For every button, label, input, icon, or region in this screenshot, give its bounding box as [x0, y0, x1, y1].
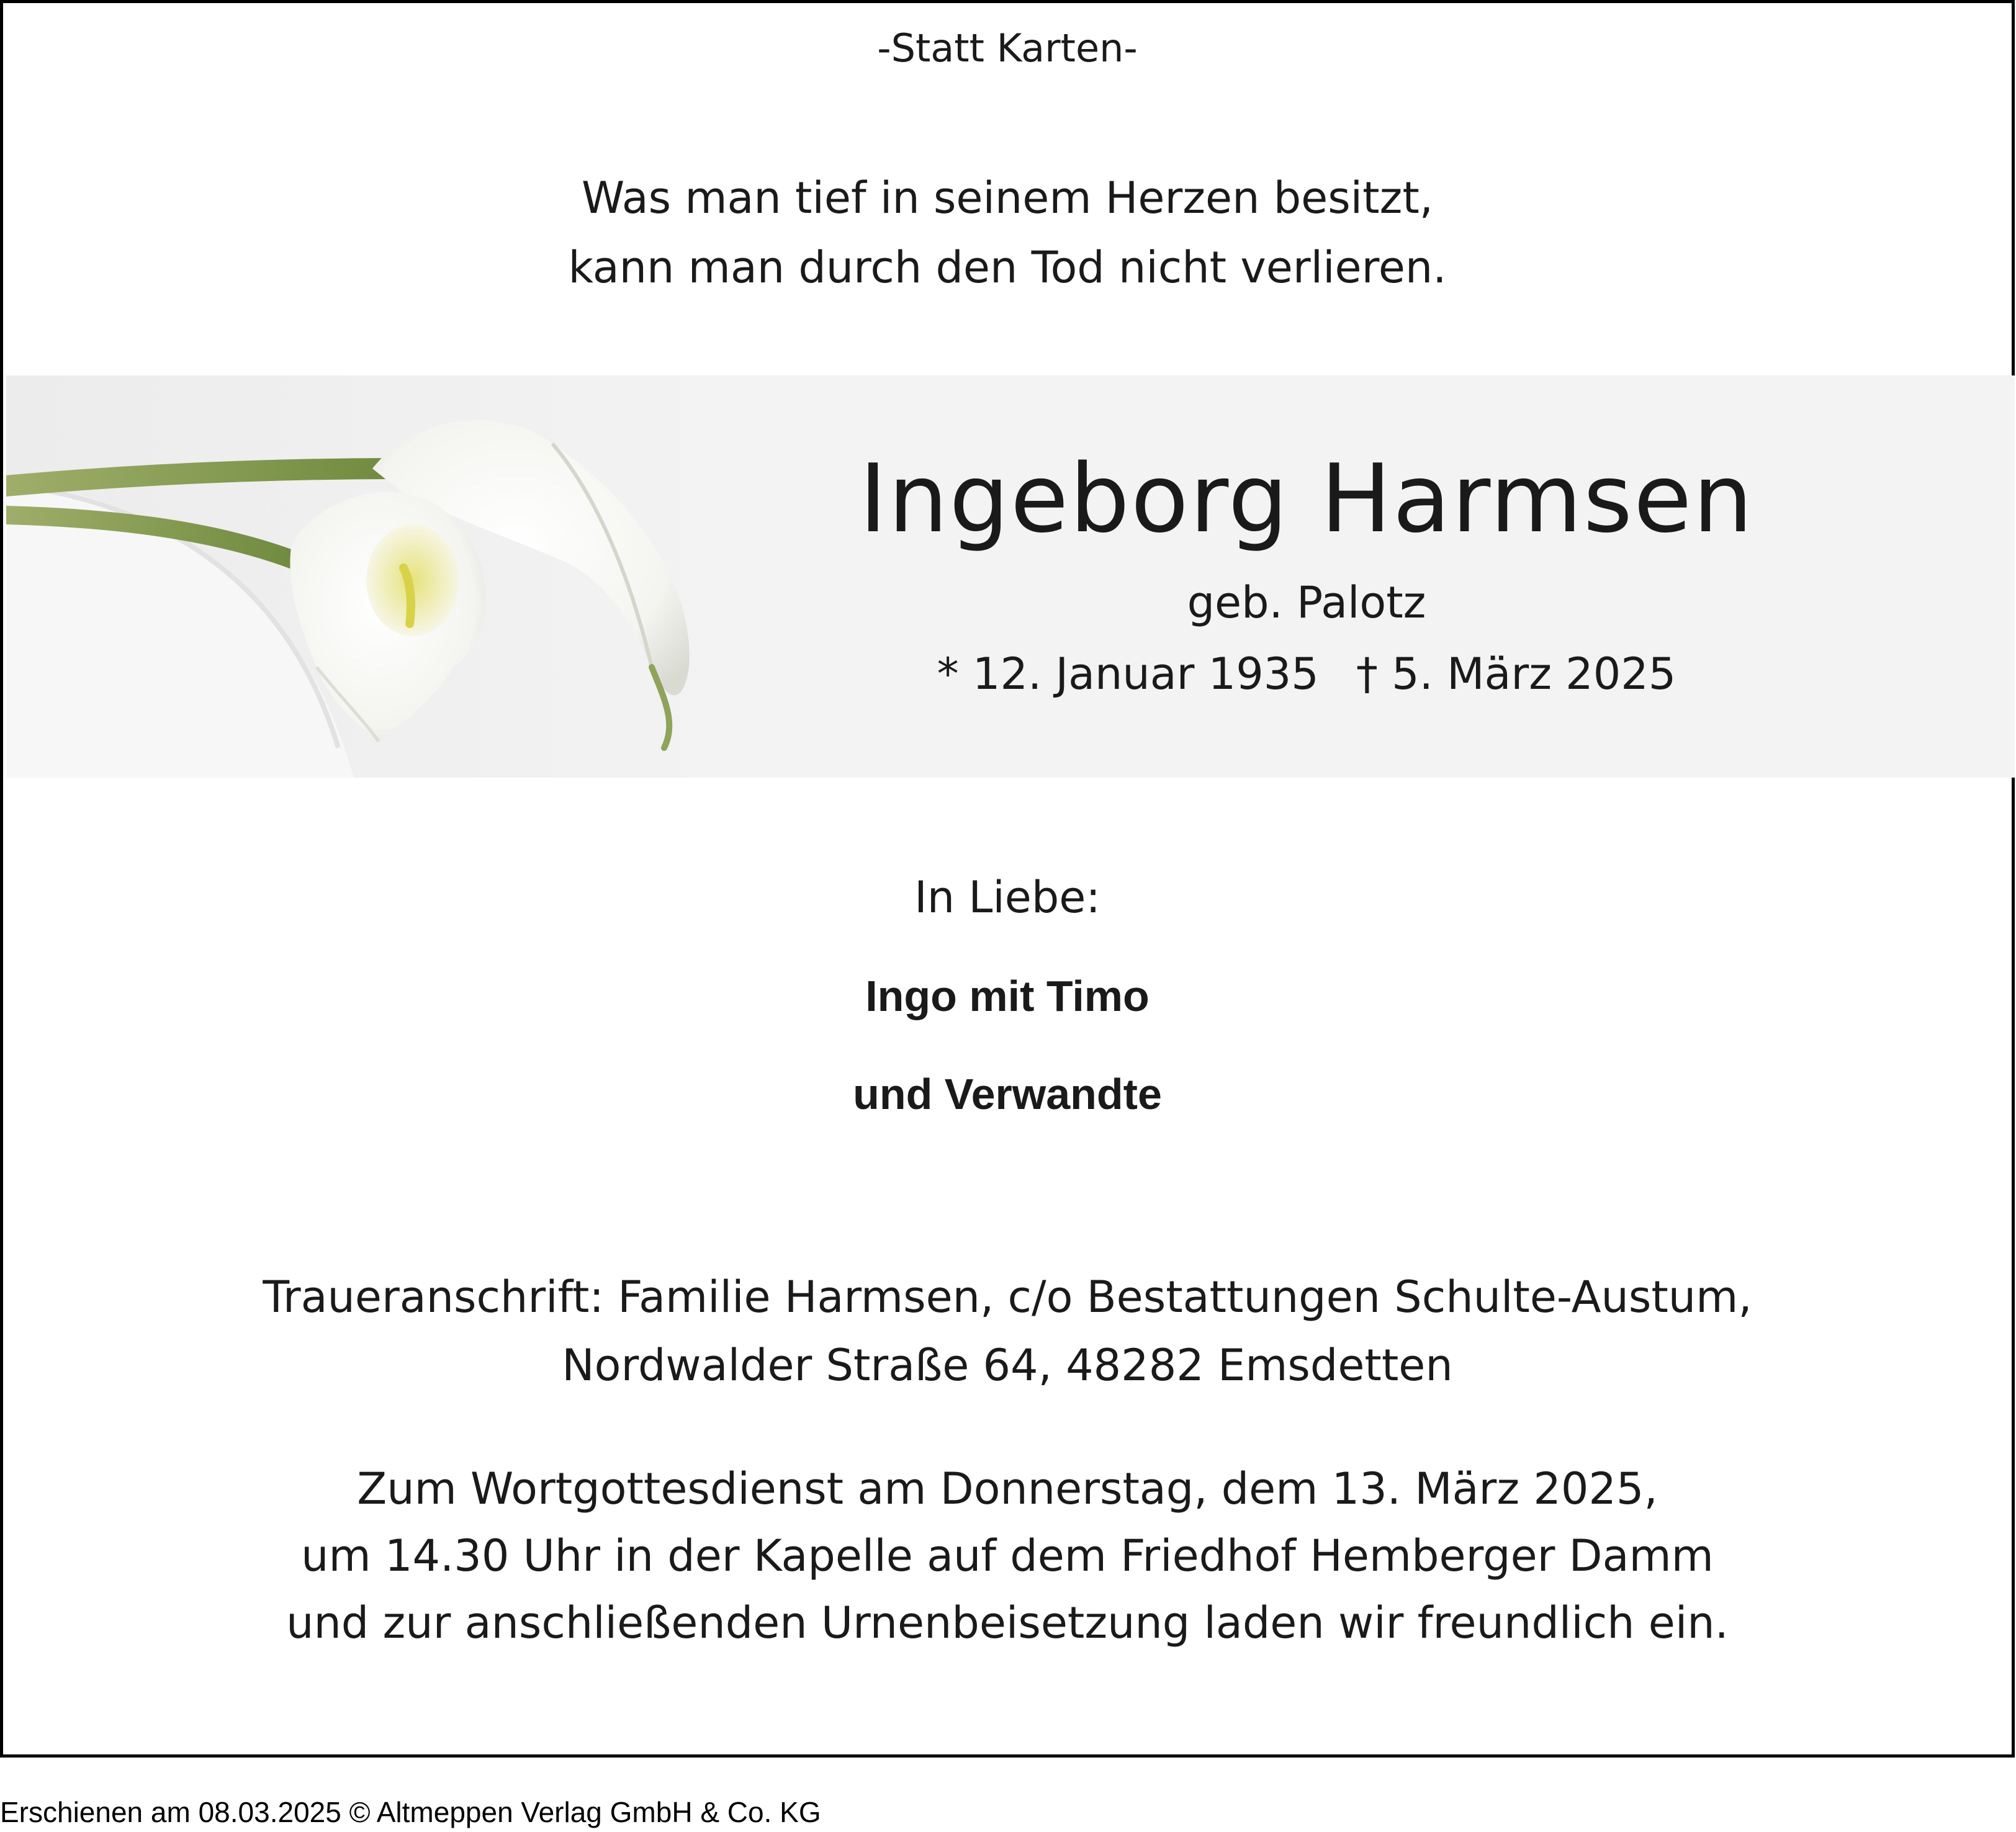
address-line-2: Nordwalder Straße 64, 48282 Emsdetten — [562, 1340, 1453, 1391]
quote-line-2: kann man durch den Tod nicht verlieren. — [568, 242, 1447, 293]
birth-date: * 12. Januar 1935 — [937, 649, 1319, 699]
service-line-3: und zur anschließenden Urnenbeisetzung laden wir freundlich ein. — [286, 1597, 1729, 1648]
service-line-1: Zum Wortgottesdienst am Donnerstag, dem 13. März 2025, — [357, 1463, 1658, 1514]
in-love-label: In Liebe: — [914, 872, 1100, 923]
maiden-name: geb. Palotz — [1187, 577, 1426, 628]
publication-footer: Erschienen am 08.03.2025 © Altmeppen Verlag GmbH & Co. KG — [0, 1796, 821, 1828]
mourning-address — [3, 1263, 2012, 1399]
memorial-quote — [3, 163, 2012, 302]
death-date: † 5. März 2025 — [1356, 649, 1676, 699]
family-line-1: Ingo mit Timo — [865, 972, 1150, 1020]
life-dates — [841, 649, 1772, 699]
family-line-2: und Verwandte — [853, 1070, 1162, 1118]
calla-lily-image — [6, 375, 726, 778]
service-line-2: um 14.30 Uhr in der Kapelle auf dem Friedhof Hemberger Damm — [301, 1530, 1714, 1581]
quote-line-1: Was man tief in seinem Herzen besitzt, — [581, 173, 1434, 223]
name-banner — [6, 375, 2015, 778]
service-invitation — [3, 1455, 2012, 1656]
deceased-name: Ingeborg Harmsen — [859, 444, 1754, 554]
address-line-1: Traueranschrift: Familie Harmsen, c/o Bestattungen Schulte-Austum, — [263, 1272, 1752, 1322]
preheader-text: -Statt Karten- — [877, 25, 1138, 71]
